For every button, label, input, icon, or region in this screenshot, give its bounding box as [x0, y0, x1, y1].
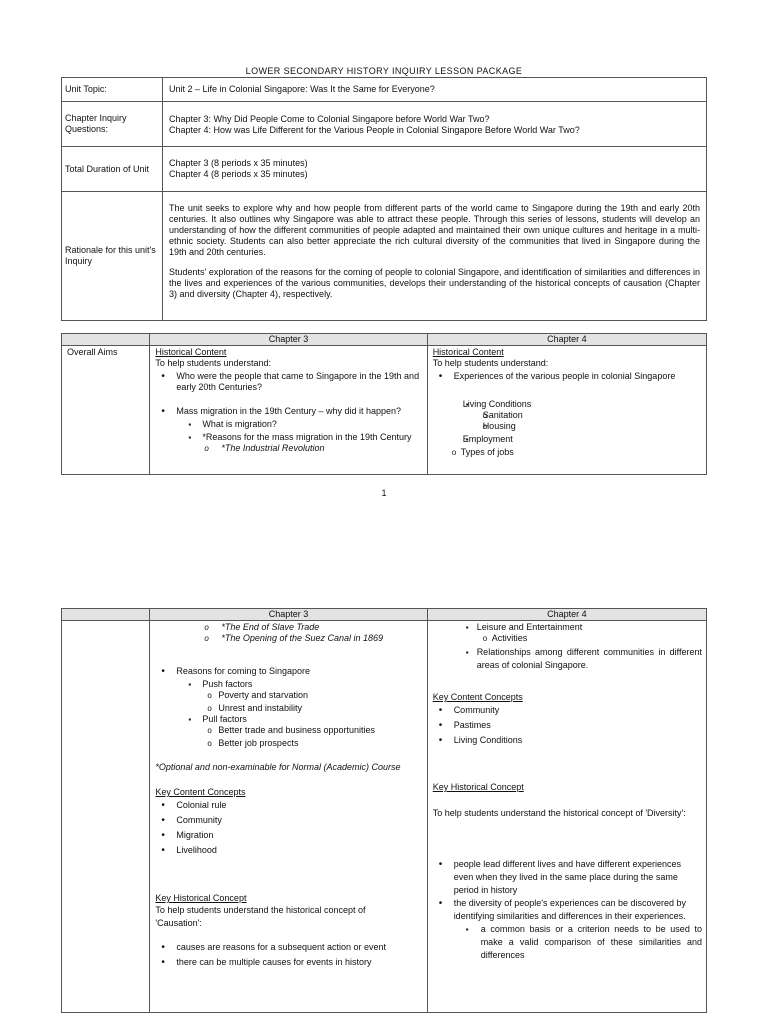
unit-topic-value: Unit 2 – Life in Colonial Singapore: Was It the Same for Everyone?	[163, 78, 707, 102]
duration-ch3: Chapter 3 (8 periods x 35 minutes)	[169, 158, 308, 168]
inquiry-question-ch4: Chapter 4: How was Life Different for the Various People in Colonial Singapore Before World War Two?	[169, 125, 580, 135]
ch4-employment: ▪ Employment	[433, 434, 702, 445]
ch3-key-historical-concept-heading: Key Historical Concept	[155, 893, 247, 903]
ch4-intro: To help students understand:	[432, 358, 549, 368]
aims-chapter-4	[427, 346, 706, 475]
ch3-sub-what-is-migration: ▪ What is migration?	[155, 419, 422, 430]
ch3-aim-mass-migration: • Mass migration in the 19th Century – why did it happen?	[155, 406, 422, 417]
duration-ch4: Chapter 4 (8 periods x 35 minutes)	[169, 169, 308, 179]
ch3-optional-note: *Optional and non-examinable for Normal (Academic) Course	[155, 762, 401, 772]
aims-chapter-3	[150, 346, 427, 475]
ch4-khc-intro: To help students understand the historical concept of 'Diversity':	[432, 808, 686, 818]
ch4-khc-different-lives: • people lead different lives and have different experiences even when they lived in the same place during the same period in history	[433, 858, 702, 897]
ch3-pull-factors: ▪ Pull factors	[155, 714, 422, 725]
inquiry-question-ch3: Chapter 3: Why Did People Come to Colonial Singapore before World War Two?	[169, 114, 490, 124]
ch3-kcc-migration: • Migration	[155, 828, 422, 843]
ch4-khc-common-basis: ▪ a common basis or a criterion needs to be used to make a valid comparison of these similarities and differences	[433, 923, 702, 962]
overall-aims-table	[61, 333, 707, 475]
ch4-key-historical-concept-heading: Key Historical Concept	[432, 782, 524, 792]
header-chapter-3-continued: Chapter 3	[150, 609, 427, 621]
ch3-kcc-community: • Community	[155, 813, 422, 828]
ch3-khc-multiple-causes: • there can be multiple causes for events in history	[155, 955, 422, 970]
ch4-housing: o Housing	[433, 421, 702, 432]
ch4-types-of-jobs: o Types of jobs	[433, 447, 702, 458]
continued-chapter-3	[150, 621, 427, 1013]
ch4-kcc-community: • Community	[433, 703, 702, 718]
blank-label-cell	[62, 621, 150, 1013]
rationale-paragraph-1: The unit seeks to explore why and how people from different parts of the world came to Singapore during the 19th and early 20th centuries. It also outlines why Singapore was able to attract these people. Through this series of lessons, students will develop an understanding of how the different communities of people adapted and maintained their own unique cultures and heritage in a multi-ethnic society. Students can also better appreciate the rich cultural diversity of the communities that lived in Singapore during the 19th and 20th centuries.	[169, 203, 700, 257]
ch4-kcc-living-conditions: • Living Conditions	[433, 733, 702, 748]
ch3-poverty: o Poverty and starvation	[155, 690, 422, 701]
inquiry-questions-label: Chapter Inquiry Questions:	[62, 102, 163, 147]
duration-label: Total Duration of Unit	[62, 147, 163, 192]
unit-overview-table	[61, 77, 707, 321]
ch3-reasons-heading: • Reasons for coming to Singapore	[155, 666, 422, 677]
ch3-trade: o Better trade and business opportunities	[155, 725, 422, 736]
document-title: LOWER SECONDARY HISTORY INQUIRY LESSON PACKAGE	[245, 66, 523, 76]
ch3-khc-intro: To help students understand the historical concept of 'Causation':	[155, 905, 366, 928]
overall-aims-label: Overall Aims	[62, 346, 150, 475]
page-number: 1	[381, 488, 387, 498]
header-chapter-3: Chapter 3	[150, 334, 427, 346]
rationale-label: Rationale for this unit's Inquiry	[62, 192, 163, 321]
ch3-slave-trade: o *The End of Slave Trade	[155, 622, 422, 633]
ch4-key-content-concepts-heading: Key Content Concepts	[432, 692, 523, 702]
rationale-paragraph-2: Students' exploration of the reasons for the coming of people to colonial Singapore, and identification of similarities and differences in the lives and experiences of the various communities, develops their understanding of the historical concepts of causation (Chapter 3) and diversity (Chapter 4), respectively.	[169, 267, 700, 299]
ch3-unrest: o Unrest and instability	[155, 703, 422, 714]
ch4-relationships: ▪ Relationships among different communities in different areas of colonial Singapore.	[433, 646, 702, 672]
ch4-living-conditions-label: Living Conditions	[462, 399, 532, 409]
ch3-kcc-livelihood: • Livelihood	[155, 843, 422, 858]
ch3-sub-reasons: ▪ *Reasons for the mass migration in the 19th Century	[155, 432, 422, 443]
ch3-khc-causes-reasons: • causes are reasons for a subsequent action or event	[155, 940, 422, 955]
inquiry-questions	[163, 102, 707, 147]
ch4-living-conditions	[433, 399, 702, 410]
header-blank-2	[62, 609, 150, 621]
ch4-khc-diversity-discovered: • the diversity of people's experiences can be discovered by identifying similarities and differences in their experiences.	[433, 897, 702, 923]
header-chapter-4: Chapter 4	[427, 334, 706, 346]
overall-aims-continued-table	[61, 608, 707, 1013]
header-chapter-4-continued: Chapter 4	[427, 609, 706, 621]
continued-chapter-4	[427, 621, 706, 1013]
duration-values	[163, 147, 707, 192]
ch4-aim-experiences: • Experiences of the various people in colonial Singapore	[433, 371, 702, 382]
ch4-leisure: ▪ Leisure and Entertainment	[433, 622, 702, 633]
ch3-job-prospects: o Better job prospects	[155, 738, 422, 749]
ch3-aim-people: • Who were the people that came to Singapore in the 19th and early 20th Centuries?	[155, 371, 422, 393]
ch3-sub-industrial-revolution: o *The Industrial Revolution	[155, 443, 422, 454]
ch3-key-content-concepts-heading: Key Content Concepts	[155, 787, 246, 797]
unit-topic-label: Unit Topic:	[62, 78, 163, 102]
ch4-sanitation: o Sanitation	[433, 410, 702, 421]
ch3-suez-canal: o *The Opening of the Suez Canal in 1869	[155, 633, 422, 644]
ch3-historical-content-heading: Historical Content	[155, 347, 227, 357]
ch4-historical-content-heading: Historical Content	[432, 347, 504, 357]
header-blank	[62, 334, 150, 346]
ch3-push-factors: ▪ Push factors	[155, 679, 422, 690]
ch3-intro: To help students understand:	[155, 358, 271, 368]
ch4-kcc-pastimes: • Pastimes	[433, 718, 702, 733]
rationale	[163, 192, 707, 321]
ch4-activities: o Activities	[433, 633, 702, 644]
ch3-kcc-colonial-rule: • Colonial rule	[155, 798, 422, 813]
